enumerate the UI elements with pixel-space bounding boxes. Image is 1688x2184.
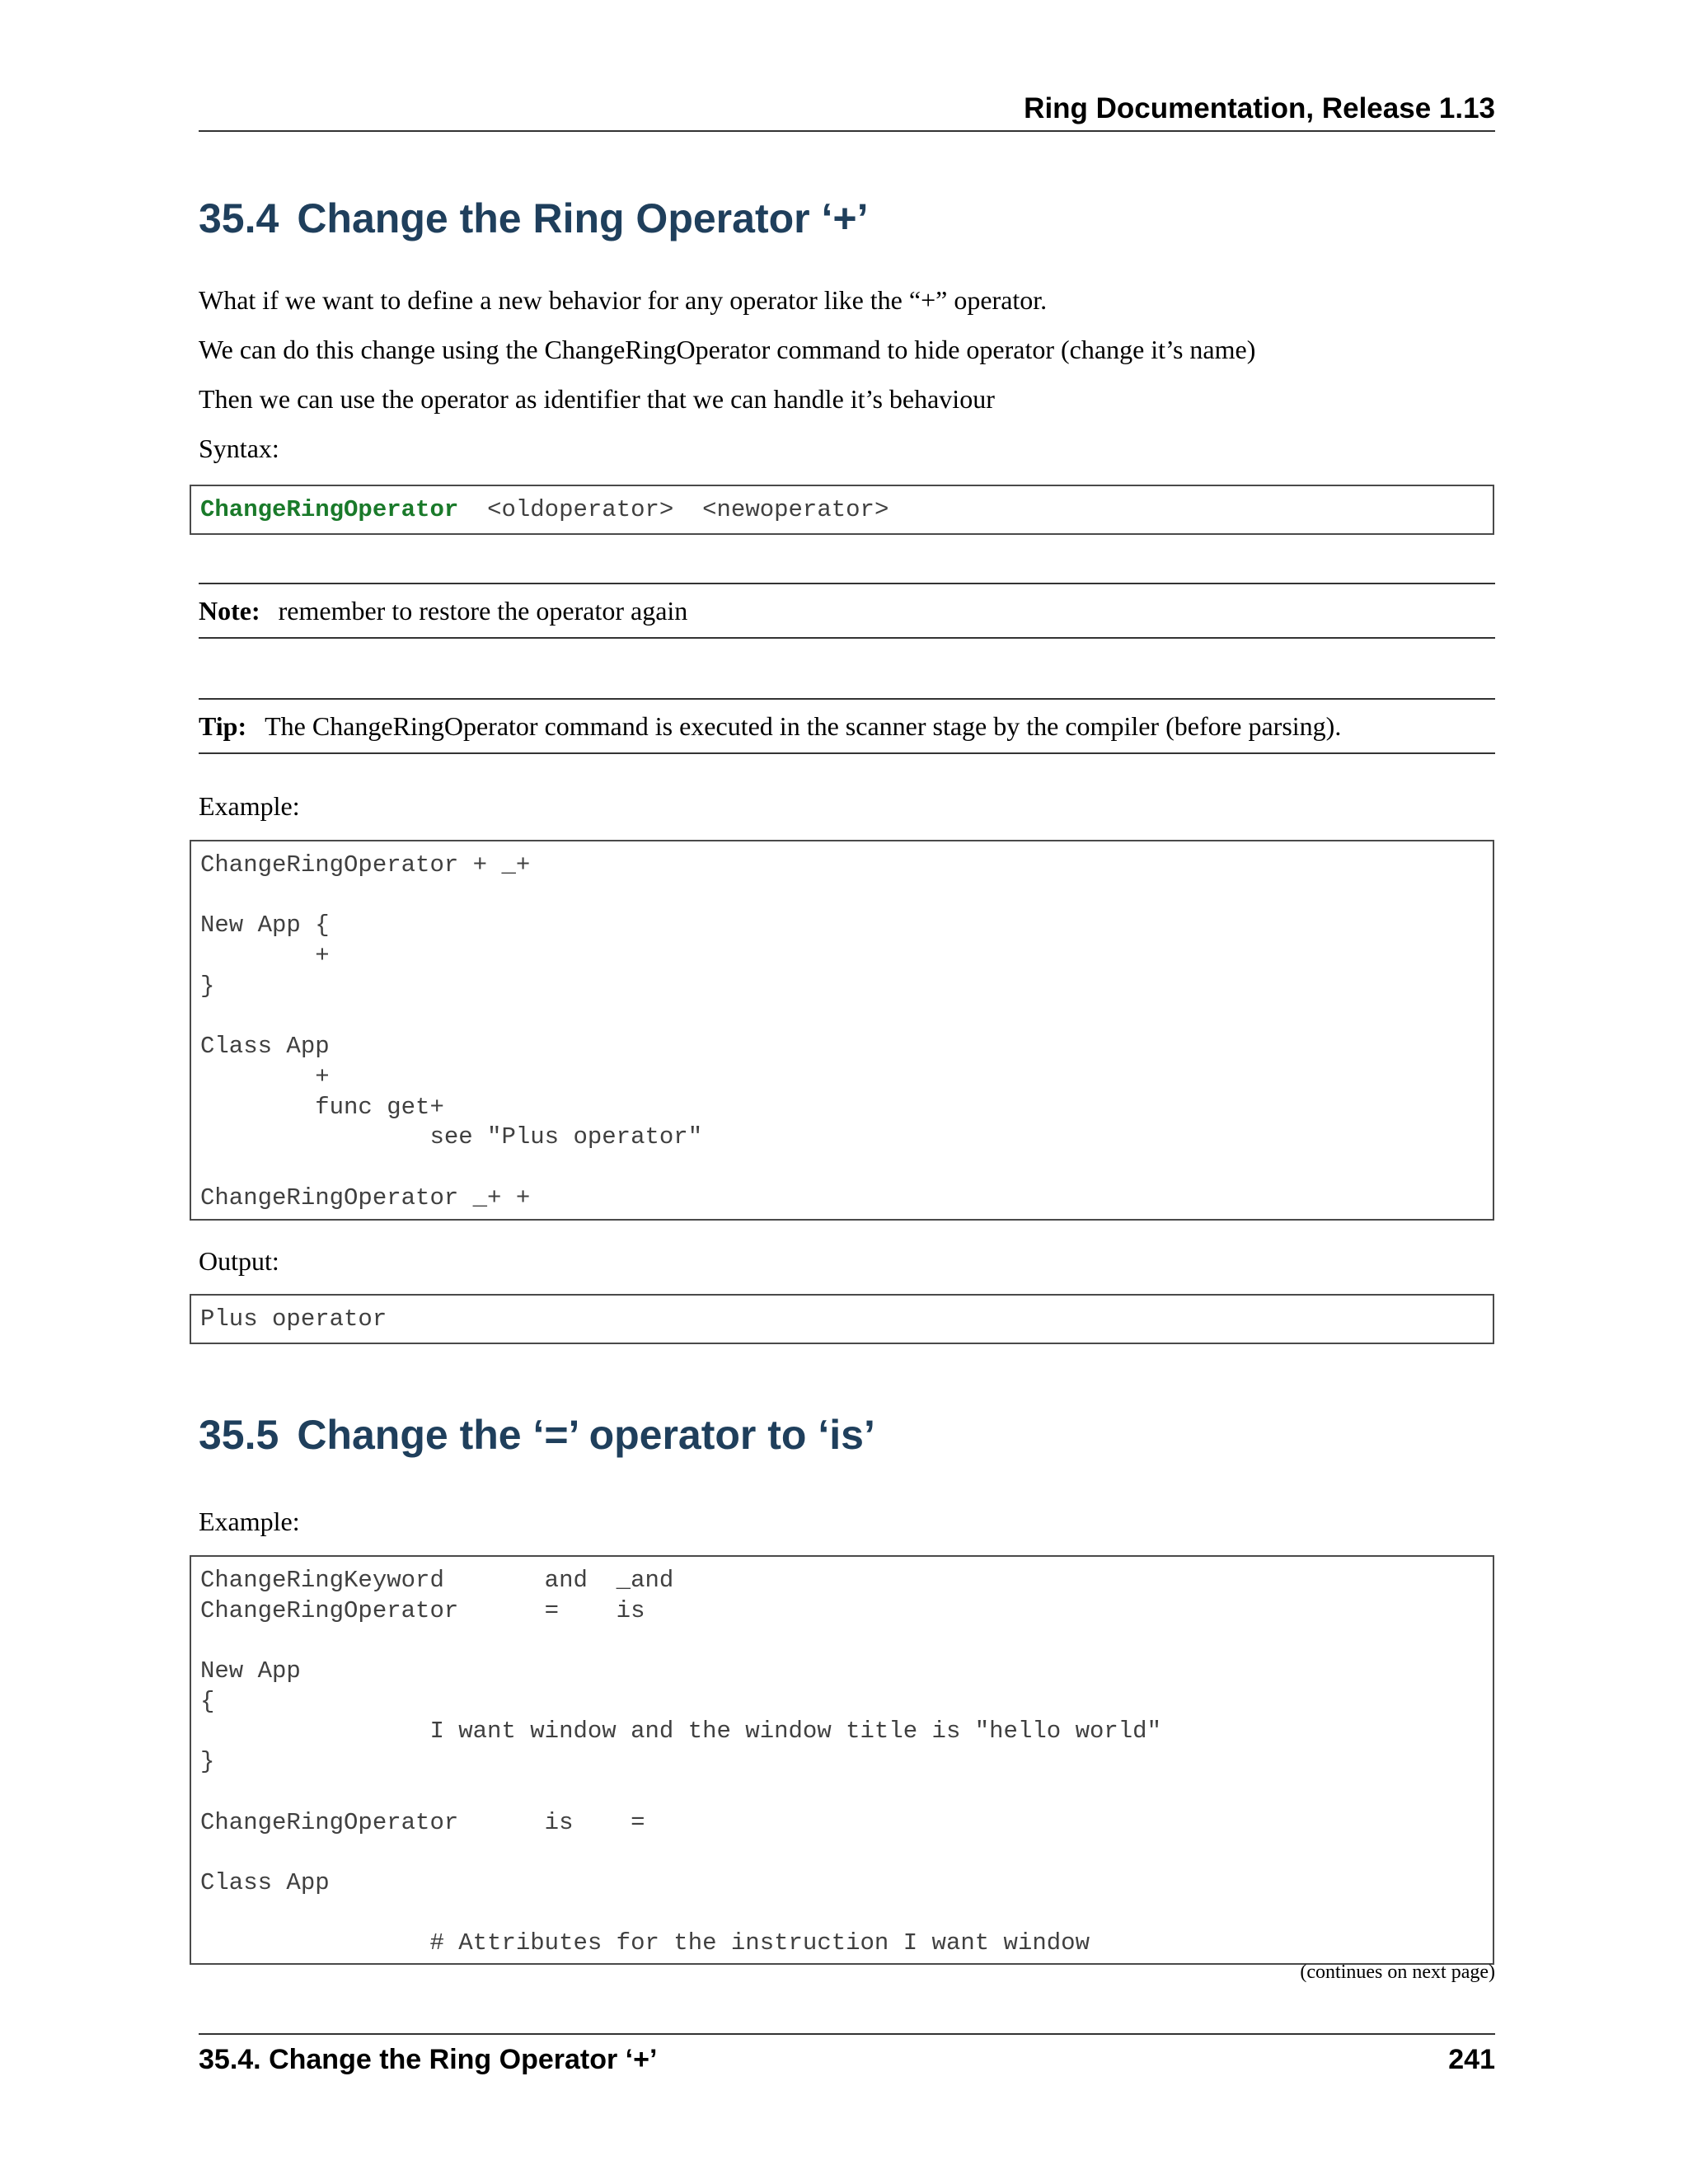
note-admonition (199, 583, 1495, 639)
code-line (200, 1838, 1493, 1868)
footer-section-title: 35.4. Change the Ring Operator ‘+’ (199, 2044, 658, 2075)
code-line: + (200, 1062, 330, 1090)
syntax-arguments: <oldoperator> <newoperator> (458, 496, 889, 523)
footer-rule (199, 2033, 1495, 2035)
code-line: I want window and the window title is "hello world" (200, 1718, 1161, 1746)
code-line: + (200, 942, 330, 970)
document-page (199, 0, 1495, 2184)
code-line: } (200, 1748, 215, 1776)
code-line: Plus operator (200, 1305, 387, 1333)
code-line (200, 1153, 1493, 1183)
code-line: ChangeRingOperator _+ + (200, 1183, 531, 1212)
code-line: } (200, 972, 215, 1000)
section-number: 35.4 (199, 195, 279, 241)
note-text: remember to restore the operator again (278, 595, 688, 626)
code-line: func get+ (200, 1093, 444, 1121)
running-header: Ring Documentation, Release 1.13 (1024, 92, 1495, 124)
tip-text: The ChangeRingOperator command is executed in the scanner stage by the compiler (before parsing). (265, 710, 1342, 741)
example-code-block (190, 840, 1494, 1221)
code-line: ChangeRingKeyword and _and (200, 1567, 674, 1594)
section-heading-35-5 (199, 1411, 875, 1459)
paragraph-change: We can do this change using the ChangeRingOperator command to hide operator (change it’s name) (199, 335, 1256, 364)
syntax-code-block (190, 485, 1494, 535)
example-label: Example: (199, 791, 300, 821)
code-line (200, 1626, 1493, 1657)
tip-admonition (199, 698, 1495, 754)
note-label: Note: (199, 595, 260, 626)
code-line: ChangeRingOperator = is (200, 1596, 645, 1624)
output-code-block (190, 1294, 1494, 1344)
section-title: Change the Ring Operator ‘+’ (297, 195, 869, 241)
code-line: see "Plus operator" (200, 1123, 703, 1151)
code-line: ChangeRingOperator is = (200, 1808, 645, 1836)
syntax-keyword: ChangeRingOperator (200, 496, 459, 523)
code-line: ChangeRingOperator + _+ (200, 851, 531, 879)
section-heading-35-4 (199, 194, 868, 242)
code-line: { (200, 1687, 215, 1715)
code-line: New App { (200, 912, 330, 940)
code-line: # Attributes for the instruction I want window (200, 1929, 1090, 1957)
example-code-block-2 (190, 1555, 1494, 1965)
code-line (200, 1001, 1493, 1032)
continues-note: (continues on next page) (1300, 1961, 1495, 1983)
code-line: New App (200, 1657, 301, 1685)
section-number: 35.5 (199, 1412, 279, 1458)
syntax-label: Syntax: (199, 434, 279, 463)
tip-label: Tip: (199, 710, 247, 741)
example-label: Example: (199, 1507, 300, 1536)
paragraph-intro: What if we want to define a new behavior for any operator like the “+” operator. (199, 285, 1048, 315)
header-rule (199, 130, 1495, 132)
code-line (200, 881, 1493, 912)
paragraph-identifier: Then we can use the operator as identifier that we can handle it’s behaviour (199, 384, 995, 414)
code-line: Class App (200, 1033, 330, 1061)
page-number: 241 (1448, 2044, 1495, 2075)
output-label: Output: (199, 1246, 279, 1276)
code-line (200, 1778, 1493, 1808)
code-line (200, 1899, 1493, 1929)
section-title: Change the ‘=’ operator to ‘is’ (297, 1412, 875, 1458)
code-line: Class App (200, 1868, 330, 1896)
